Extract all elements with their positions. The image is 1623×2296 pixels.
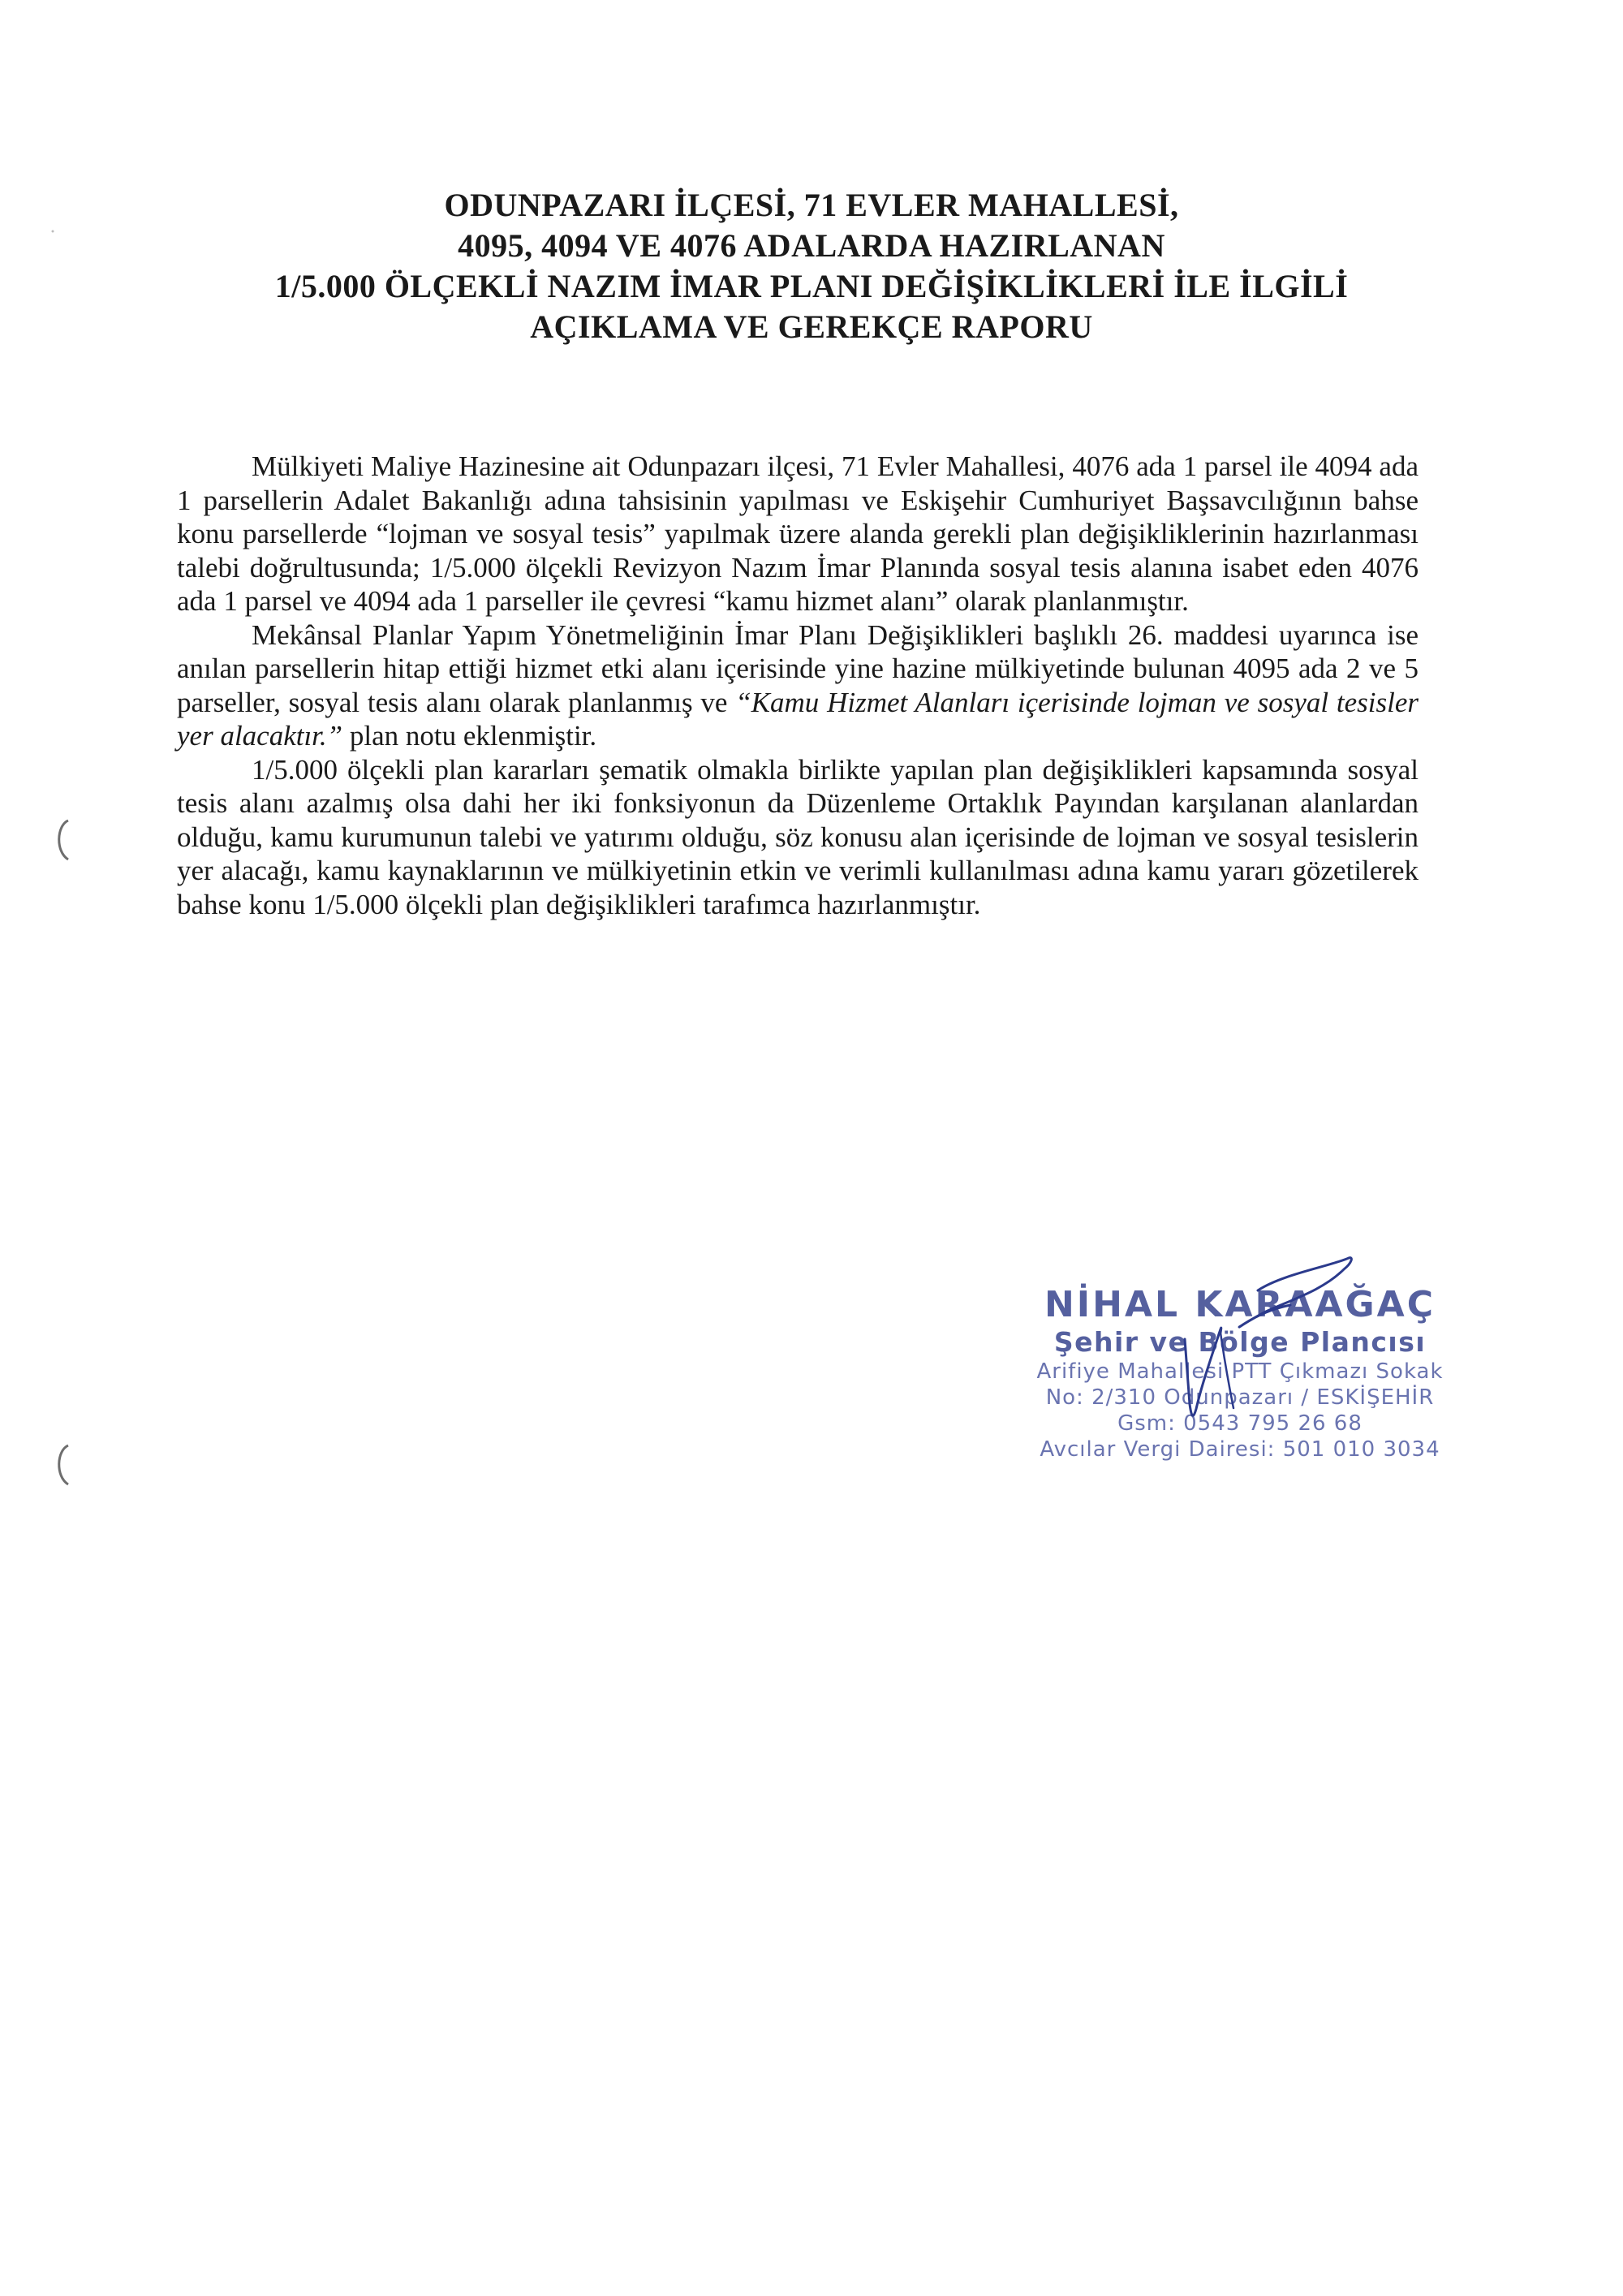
handwritten-signature — [1136, 1242, 1380, 1453]
paragraph-2-text-b: plan notu eklenmiştir. — [342, 720, 597, 752]
plan-note-quote: “Kamu Hizmet Alanları içerisinde lojman ve sosyal tesisler yer alacaktır.” — [177, 686, 1419, 752]
stamp-address-1: Arifiye Mahallesi PTT Çıkmazı Sokak — [1036, 1359, 1444, 1384]
title-line-3: 1/5.000 ÖLÇEKLİ NAZIM İMAR PLANI DEĞİŞİKLİKLERİ İLE İLGİLİ — [274, 268, 1349, 304]
paragraph-2-text-a: Mekânsal Planlar Yapım Yönetmeliğinin İmar Planı Değişiklikleri başlıklı 26. maddesi uyarınca ise anılan parsellerin hitap ettiği hizmet etki alanı içerisinde yine hazine mülkiyetinde bulunan 4095 ada 2 ve 5 parseller, sosyal tesis alanı olarak planlanmış ve — [177, 618, 1419, 718]
title-line-4: AÇIKLAMA VE GEREKÇE RAPORU — [530, 308, 1093, 345]
hole-punch-mark — [50, 1441, 75, 1489]
stamp-title: Şehir ve Bölge Plancısı — [1053, 1326, 1427, 1358]
paragraph-3: 1/5.000 ölçekli plan kararları şematik olmakla birlikte yapılan plan değişiklikleri kapsamında sosyal tesis alanı azalmış olsa dahi her iki fonksiyonun da Düzenleme Ortaklık Payından karşılanan alanlardan olduğu, kamu kurumunun talebi ve yatırımı olduğu, söz konusu alan içerisinde de lojman ve sosyal tesislerin yer alacağı, kamu kaynaklarının ve mülkiyetinin etkin ve verimli kullanılması adına kamu yararı gözetilerek bahse konu 1/5.000 ölçekli plan değişiklikleri tarafımca hazırlanmıştır. — [177, 753, 1419, 920]
hole-punch-mark — [50, 816, 75, 864]
stamp-tax: Avcılar Vergi Dairesi: 501 010 3034 — [1040, 1437, 1440, 1462]
stamp-name: NİHAL KARAAĞAÇ — [1044, 1284, 1436, 1325]
stamp-address-2: No: 2/310 Odunpazarı / ESKİŞEHİR — [1045, 1385, 1435, 1410]
report-title — [162, 185, 1461, 347]
paragraph-2 — [177, 618, 1419, 753]
title-line-2: 4095, 4094 VE 4076 ADALARDA HAZIRLANAN — [458, 227, 1165, 264]
stamp-phone: Gsm: 0543 795 26 68 — [1117, 1411, 1363, 1436]
scan-speck — [50, 223, 55, 228]
title-line-1: ODUNPAZARI İLÇESİ, 71 EVLER MAHALLESİ, — [444, 187, 1179, 223]
report-body — [177, 450, 1419, 921]
paragraph-1: Mülkiyeti Maliye Hazinesine ait Odunpazarı ilçesi, 71 Evler Mahallesi, 4076 ada 1 parsel ile 4094 ada 1 parsellerin Adalet Bakanlığı adına tahsisinin yapılması ve Eskişehir Cumhuriyet Başsavcılığının bahse konu parsellerde “lojman ve sosyal tesis” yapılmak üzere alanda gerekli plan değişikliklerinin hazırlanması talebi doğrultusunda; 1/5.000 ölçekli Revizyon Nazım İmar Planında sosyal tesis alanına isabet eden 4076 ada 1 parsel ve 4094 ada 1 parseller ile çevresi “kamu hizmet alanı” olarak planlanmıştır. — [177, 450, 1419, 617]
